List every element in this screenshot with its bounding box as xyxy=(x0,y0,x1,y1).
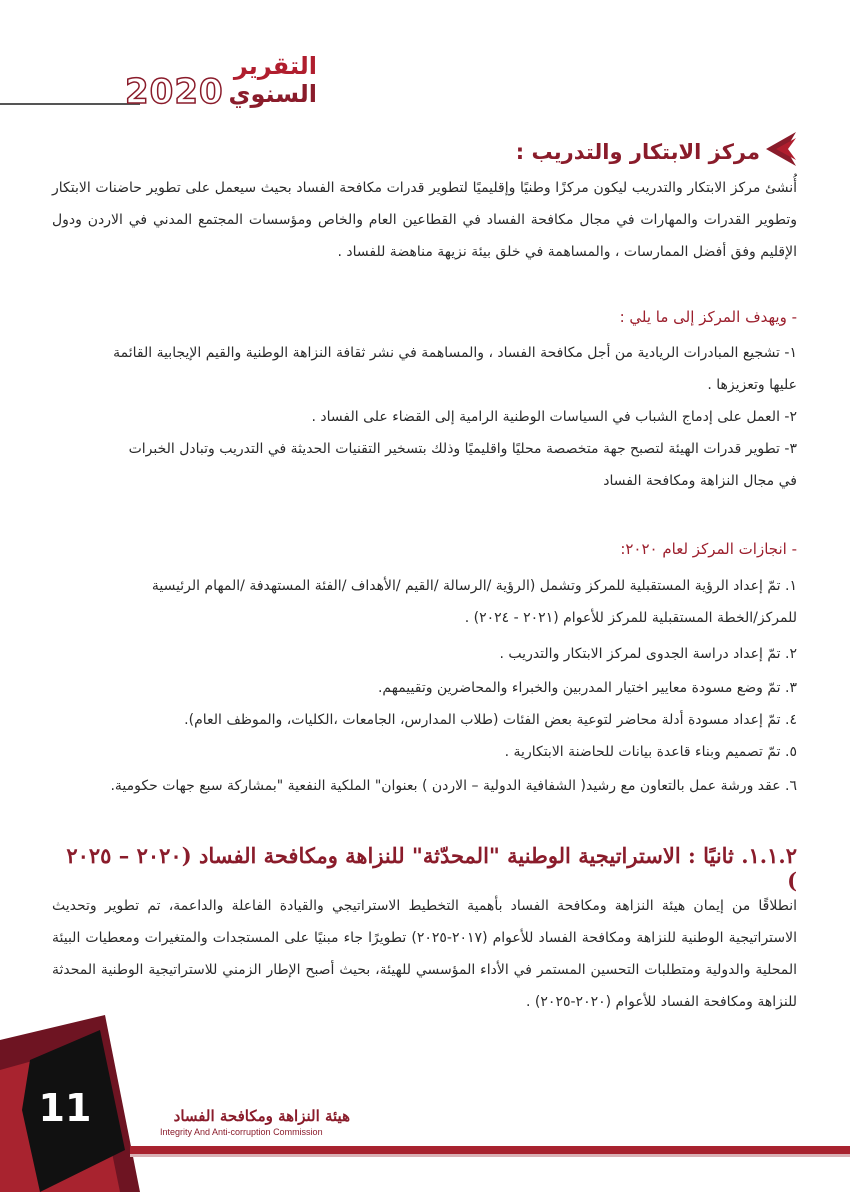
achievement-item: للمركز/الخطة المستقبلية للمركز للأعوام (٢٠٢١ - ٢٠٢٤) . xyxy=(464,610,797,626)
intro-paragraph: أُنشئ مركز الابتكار والتدريب ليكون مركزًا وطنيًا وإقليميًا لتطوير قدرات مكافحة الفساد بحيث سيعمل على تطوير حاضنات الابتكار وتطوير القدرات والمهارات في مجال مكافحة الفساد في القطاعين العام والخاص ومؤسسات المجتمع المدني في الاردن ودول الإقليم وفق أفضل الممارسات ، والمساهمة في خلق بيئة نزيهة مناهضة للفساد . xyxy=(52,180,797,260)
goal-item: في مجال النزاهة ومكافحة الفساد xyxy=(603,473,797,489)
achievement-item: ٢. تمّ إعداد دراسة الجدوى لمركز الابتكار والتدريب . xyxy=(499,646,797,662)
org-name-english: Integrity And Anti-corruption Commission xyxy=(160,1127,323,1137)
section-title-innovation-center: مركز الابتكار والتدريب : xyxy=(515,140,760,164)
achievement-item: ٦. عقد ورشة عمل بالتعاون مع رشيد( الشفافية الدولية – الاردن ) بعنوان" الملكية النفعية "بمشاركة سبع جهات حكومية. xyxy=(110,778,797,794)
page-number: 11 xyxy=(38,1086,92,1130)
goals-heading: - ويهدف المركز إلى ما يلي : xyxy=(619,308,797,326)
achievement-item: ٣. تمّ وضع مسودة معايير اختيار المدربين والخبراء والمحاضرين وتقييمهم. xyxy=(377,680,797,696)
goal-item: ١- تشجيع المبادرات الريادية من أجل مكافحة الفساد ، والمساهمة في نشر ثقافة النزاهة الوطنية والقيم الإيجابية القائمة xyxy=(113,345,797,361)
achievement-item: ٥. تمّ تصميم وبناء قاعدة بيانات للحاضنة الابتكارية . xyxy=(504,744,797,760)
header-title-line1: التقرير xyxy=(233,52,317,80)
goal-item: ٢- العمل على إدماج الشباب في السياسات الوطنية الرامية إلى القضاء على الفساد . xyxy=(311,409,797,425)
header-underline xyxy=(0,103,140,105)
org-name-arabic: هيئة النزاهة ومكافحة الفساد xyxy=(173,1107,350,1125)
footer-bar xyxy=(130,1146,850,1154)
achievement-item: ٤. تمّ إعداد مسودة أدلة محاضر لتوعية بعض الفئات (طلاب المدارس، الجامعات ،الكليات، والموظف العام). xyxy=(184,712,797,728)
header-title-line2: السنوي xyxy=(228,80,317,108)
achievements-heading: - انجازات المركز لعام ٢٠٢٠: xyxy=(620,540,797,558)
achievement-item: ١. تمّ إعداد الرؤية المستقبلية للمركز وتشمل (الرؤية /الرسالة /القيم /الأهداف /الفئة المستهدفة /المهام الرئيسية xyxy=(151,578,797,594)
section-title-national-strategy: ١.١.٢. ثانيًا : الاستراتيجية الوطنية "المحدّثة" للنزاهة ومكافحة الفساد (٢٠٢٠ – ٢٠٢٥ ) xyxy=(66,843,797,893)
chevron-left-icon xyxy=(766,132,796,166)
goal-item: عليها وتعزيزها . xyxy=(707,377,797,393)
header-year: 2020 xyxy=(125,72,224,112)
footer-bar-light xyxy=(130,1154,850,1157)
strategy-paragraph: انطلاقًا من إيمان هيئة النزاهة ومكافحة الفساد بأهمية التخطيط الاستراتيجي والقيادة الفاعلة والداعمة، تم تطوير وتحديث الاستراتيجية الوطنية للنزاهة ومكافحة الفساد للأعوام (٢٠١٧-٢٠٢٥) تطويرًا جاء مبنيًا على المستجدات والمتغيرات ومعطيات البيئة المحلية والدولية ومتطلبات التحسين المستمر في الأداء المؤسسي للهيئة، بحيث أصبح الإطار الزمني للاستراتيجية الوطنية المحدثة للنزاهة ومكافحة الفساد للأعوام (٢٠٢٠-٢٠٢٥) . xyxy=(52,898,797,1010)
goal-item: ٣- تطوير قدرات الهيئة لتصبح جهة متخصصة محليًا واقليميًا وذلك بتسخير التقنيات الحديثة في التدريب وتبادل الخبرات xyxy=(128,441,797,457)
